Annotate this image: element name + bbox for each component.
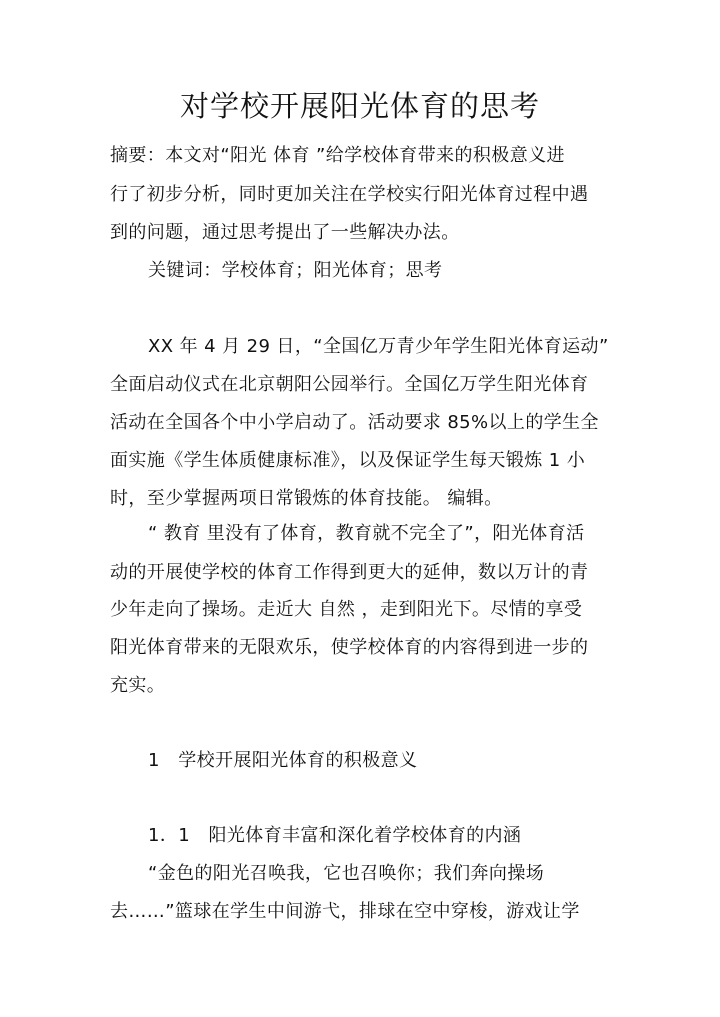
abstract-line-1: 摘要：本文对“阳光 体育 ”给学校体育带来的积极意义进 <box>110 145 565 166</box>
abstract-line-2: 行了初步分析，同时更加关注在学校实行阳光体育过程中遇 <box>110 184 589 205</box>
para3-line-2: 去……”篮球在学生中间游弋，排球在空中穿梭，游戏让学 <box>110 901 580 922</box>
para1-line-4: 面实施《学生体质健康标准》，以及保证学生每天锻炼 1 小 <box>110 450 586 471</box>
para2-line-1: “ 教育 里没有了体育，教育就不完全了”，阳光体育活 <box>148 523 585 544</box>
para2-line-2: 动的开展使学校的体育工作得到更大的延伸，数以万计的青 <box>110 562 589 583</box>
para2-line-3: 少年走向了操场。走近大 自然 ，走到阳光下。尽情的享受 <box>110 599 583 620</box>
para2-line-5: 充实。 <box>110 675 166 696</box>
abstract-line-3: 到的问题，通过思考提出了一些解决办法。 <box>110 222 460 243</box>
para2-line-4: 阳光体育带来的无限欢乐，使学校体育的内容得到进一步的 <box>110 637 589 658</box>
para1-line-2: 全面启动仪式在北京朝阳公园举行。全国亿万学生阳光体育 <box>110 374 589 395</box>
para3-line-1: “金色的阳光召唤我，它也召唤你；我们奔向操场 <box>148 863 545 884</box>
keywords-line: 关键词：学校体育；阳光体育；思考 <box>148 260 443 281</box>
para1-line-3: 活动在全国各个中小学启动了。活动要求 85%以上的学生全 <box>110 412 599 433</box>
para1-line-1: XX 年 4 月 29 日，“全国亿万青少年学生阳光体育运动” <box>148 336 609 357</box>
section-1-heading: 1 学校开展阳光体育的积极意义 <box>148 750 418 771</box>
section-1-1-heading: 1．1 阳光体育丰富和深化着学校体育的内涵 <box>148 825 522 846</box>
para1-line-5: 时，至少掌握两项日常锻炼的体育技能。 编辑。 <box>110 488 503 509</box>
document-title: 对学校开展阳光体育的思考 <box>179 89 540 123</box>
